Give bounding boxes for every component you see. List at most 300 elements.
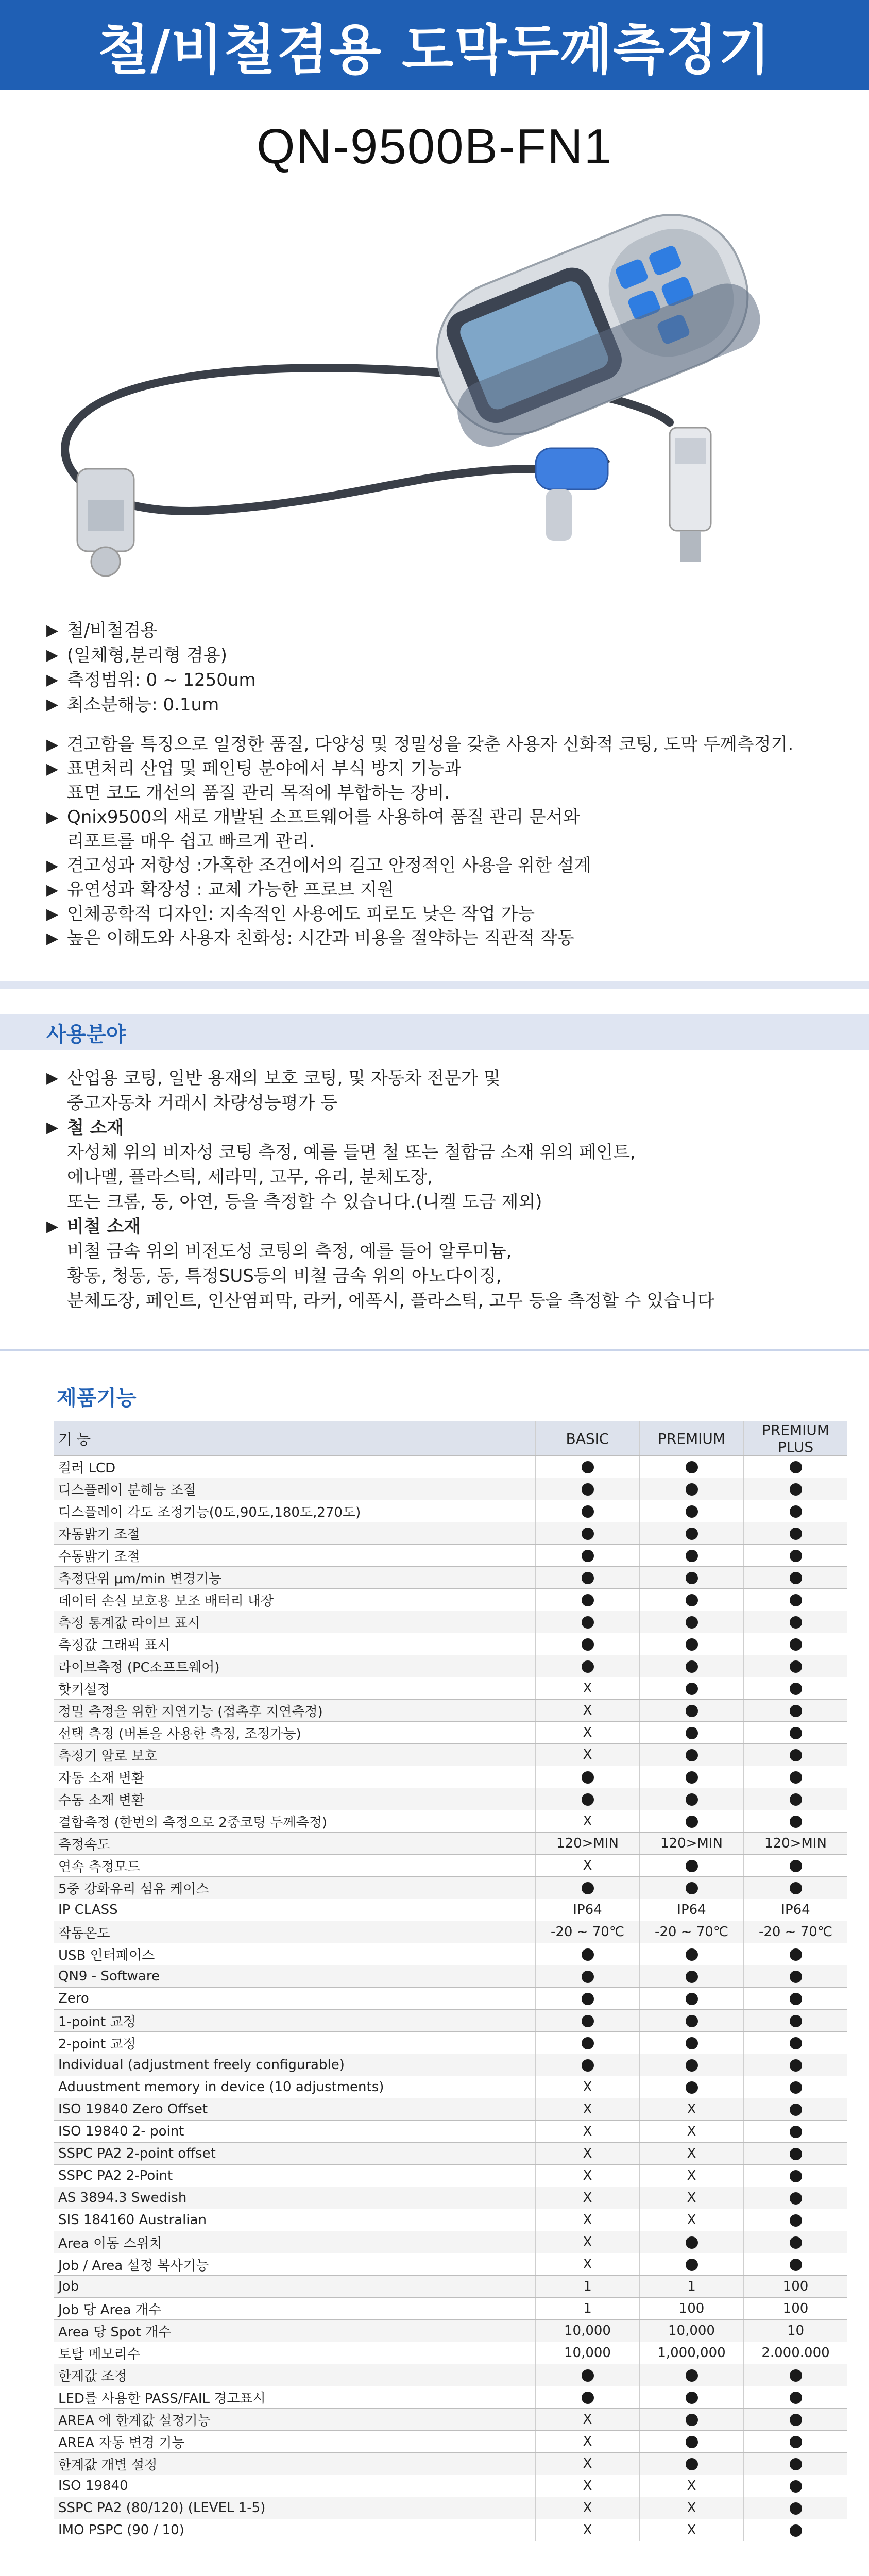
table-row	[54, 1921, 847, 1943]
supported-dot-icon	[790, 2236, 802, 2249]
table-row	[54, 2276, 847, 2298]
table-row	[54, 1766, 847, 1788]
table-cell	[744, 2253, 848, 2276]
table-cell	[744, 2497, 848, 2519]
supported-dot-icon	[790, 2414, 802, 2426]
feature-name: AS 3894.3 Swedish	[54, 2187, 536, 2209]
feature-name: Individual (adjustment freely configurable)	[54, 2054, 536, 2076]
table-cell: X	[536, 2143, 640, 2165]
table-cell: 120>MIN	[536, 1833, 640, 1855]
table-cell	[640, 1988, 744, 2010]
triangle-bullet-icon: ▶	[46, 808, 59, 826]
feature-name: 한계값 개별 설정	[54, 2453, 536, 2475]
table-cell: X	[536, 2187, 640, 2209]
supported-dot-icon	[790, 2392, 802, 2404]
feature-continuation: 표면 코도 개선의 품질 관리 목적에 부합하는 장비.	[67, 783, 450, 803]
supported-dot-icon	[790, 2148, 802, 2160]
table-row	[54, 2253, 847, 2276]
usage-title: 사용분야	[46, 1022, 126, 1046]
feature-item: ▶ 표면처리 산업 및 페인팅 분야에서 부식 방지 기능과	[46, 757, 823, 781]
supported-dot-icon	[686, 1683, 698, 1695]
table-cell	[744, 2054, 848, 2076]
supported-dot-icon	[582, 1948, 594, 1961]
table-cell: 1,000,000	[640, 2342, 744, 2364]
table-cell: -20 ~ 70℃	[744, 1921, 848, 1943]
feature-item: ▶ Qnix9500의 새로 개발된 소프트웨어를 사용하여 품질 관리 문서와	[46, 805, 823, 829]
table-cell	[744, 1611, 848, 1633]
table-row	[54, 1810, 847, 1833]
supported-dot-icon	[790, 2170, 802, 2182]
triangle-bullet-icon: ▶	[46, 1069, 59, 1087]
table-cell: X	[640, 2143, 744, 2165]
column-header: PREMIUM PLUS	[744, 1421, 848, 1456]
table-row	[54, 2054, 847, 2076]
table-row	[54, 2298, 847, 2320]
table-cell: IP64	[744, 1899, 848, 1921]
supported-dot-icon	[686, 1638, 698, 1651]
supported-dot-icon	[582, 1660, 594, 1673]
supported-dot-icon	[686, 1727, 698, 1739]
supported-dot-icon	[790, 1572, 802, 1584]
usage-item: ▶ 산업용 코팅, 일반 용재의 보호 코팅, 및 자동차 전문가 및	[46, 1066, 823, 1091]
supported-dot-icon	[790, 1483, 802, 1496]
supported-dot-icon	[790, 2259, 802, 2271]
table-cell: -20 ~ 70℃	[536, 1921, 640, 1943]
usage-line: 분체도장, 페인트, 인산염피막, 라커, 에폭시, 플라스틱, 고무 등을 측정할 수 있습니다	[67, 1291, 714, 1311]
supported-dot-icon	[686, 1860, 698, 1872]
table-cell	[640, 1500, 744, 1522]
triangle-bullet-icon: ▶	[46, 736, 59, 754]
table-cell	[640, 2431, 744, 2453]
table-cell	[744, 1943, 848, 1965]
feature-item: ▶ 인체공학적 디자인: 지속적인 사용에도 피로도 낮은 작업 가능	[46, 902, 823, 926]
supported-dot-icon	[790, 1505, 802, 1518]
feature-name: 디스플레이 각도 조정기능(0도,90도,180도,270도)	[54, 1500, 536, 1522]
table-cell: X	[536, 2253, 640, 2276]
table-cell	[744, 1522, 848, 1545]
table-cell: IP64	[536, 1899, 640, 1921]
feature-name: SSPC PA2 (80/120) (LEVEL 1-5)	[54, 2497, 536, 2519]
table-cell	[536, 1655, 640, 1677]
column-header: 기 능	[54, 1421, 536, 1456]
table-cell	[640, 1633, 744, 1655]
supported-dot-icon	[686, 1660, 698, 1673]
table-cell: IP64	[640, 1899, 744, 1921]
supported-dot-icon	[790, 2502, 802, 2515]
triangle-bullet-icon: ▶	[46, 1217, 59, 1235]
table-row	[54, 2320, 847, 2342]
table-cell: X	[640, 2497, 744, 2519]
feature-name: 측정단위 μm/min 변경기능	[54, 1567, 536, 1589]
table-cell	[640, 1877, 744, 1899]
function-table	[54, 1421, 847, 2541]
supported-dot-icon	[790, 1948, 802, 1961]
table-cell	[640, 2386, 744, 2409]
triangle-bullet-icon: ▶	[46, 646, 59, 664]
table-cell	[744, 1810, 848, 1833]
table-cell	[744, 1589, 848, 1611]
table-row	[54, 2497, 847, 2519]
feature-name: Job 당 Area 개수	[54, 2298, 536, 2320]
supported-dot-icon	[686, 1749, 698, 1761]
table-cell	[640, 2010, 744, 2032]
table-cell: X	[640, 2098, 744, 2121]
table-cell	[744, 2519, 848, 2541]
supported-dot-icon	[582, 1771, 594, 1784]
supported-dot-icon	[582, 1971, 594, 1983]
table-cell	[536, 1500, 640, 1522]
supported-dot-icon	[790, 2192, 802, 2205]
table-cell	[744, 1478, 848, 1500]
table-cell: 1	[536, 2298, 640, 2320]
table-cell: 10,000	[536, 2320, 640, 2342]
table-cell: X	[640, 2165, 744, 2187]
table-cell: X	[536, 2497, 640, 2519]
supported-dot-icon	[790, 1749, 802, 1761]
usage-line: 황동, 청동, 동, 특정SUS등의 비철 금속 위의 아노다이징,	[67, 1266, 502, 1286]
table-row	[54, 2032, 847, 2054]
feature-name: Area 이동 스위치	[54, 2231, 536, 2253]
supported-dot-icon	[686, 1993, 698, 2005]
table-cell	[640, 1677, 744, 1700]
triangle-bullet-icon: ▶	[46, 621, 59, 639]
feature-name: 측정 통계값 라이브 표시	[54, 1611, 536, 1633]
feature-name: 측정기 알로 보호	[54, 1744, 536, 1766]
supported-dot-icon	[582, 1572, 594, 1584]
triangle-bullet-icon: ▶	[46, 905, 59, 923]
supported-dot-icon	[790, 1727, 802, 1739]
table-cell: 120>MIN	[640, 1833, 744, 1855]
table-cell	[744, 1655, 848, 1677]
table-cell	[640, 1810, 744, 1833]
table-row	[54, 1744, 847, 1766]
table-row	[54, 1988, 847, 2010]
table-cell	[640, 2453, 744, 2475]
table-cell	[744, 1545, 848, 1567]
table-cell	[640, 1788, 744, 1810]
table-cell: X	[536, 1677, 640, 1700]
table-cell: X	[640, 2519, 744, 2541]
table-cell	[640, 2253, 744, 2276]
table-cell	[744, 1855, 848, 1877]
triangle-bullet-icon: ▶	[46, 1118, 59, 1137]
table-cell	[744, 1722, 848, 1744]
supported-dot-icon	[582, 1616, 594, 1629]
table-cell	[744, 2098, 848, 2121]
supported-dot-icon	[686, 2059, 698, 2072]
supported-dot-icon	[686, 1971, 698, 1983]
supported-dot-icon	[790, 1705, 802, 1717]
feature-name: 핫키설정	[54, 1677, 536, 1700]
table-cell	[744, 2453, 848, 2475]
feature-name: 수동밝기 조절	[54, 1545, 536, 1567]
feature-item: ▶ 견고성과 저항성 :가혹한 조건에서의 길고 안정적인 사용을 위한 설계	[46, 854, 823, 878]
table-cell	[744, 1766, 848, 1788]
feature-name: SIS 184160 Australian	[54, 2209, 536, 2231]
supported-dot-icon	[686, 1793, 698, 1806]
column-header: PREMIUM	[640, 1421, 744, 1456]
usage-item: ▶ 철 소재	[46, 1115, 823, 1140]
feature-item: ▶ 유연성과 확장성 : 교체 가능한 프로브 지원	[46, 878, 823, 902]
supported-dot-icon	[686, 1771, 698, 1784]
table-cell	[640, 1456, 744, 1478]
table-cell: X	[536, 1855, 640, 1877]
table-cell	[640, 1611, 744, 1633]
spec-item: ▶ 철/비철겸용	[46, 618, 823, 643]
table-cell: X	[640, 2187, 744, 2209]
supported-dot-icon	[686, 1550, 698, 1562]
table-cell	[744, 1633, 848, 1655]
supported-dot-icon	[686, 1461, 698, 1473]
supported-dot-icon	[790, 1683, 802, 1695]
feature-name: Area 당 Spot 개수	[54, 2320, 536, 2342]
table-cell	[536, 1522, 640, 1545]
table-cell	[744, 1567, 848, 1589]
supported-dot-icon	[790, 2480, 802, 2493]
table-cell	[640, 1965, 744, 1988]
table-cell: 1	[640, 2276, 744, 2298]
feature-name: 토탈 메모리수	[54, 2342, 536, 2364]
table-cell: X	[536, 2519, 640, 2541]
table-cell	[640, 1943, 744, 1965]
function-table-header	[54, 1421, 847, 1456]
table-row	[54, 2519, 847, 2541]
feature-name: SSPC PA2 2-Point	[54, 2165, 536, 2187]
supported-dot-icon	[686, 1505, 698, 1518]
table-cell: X	[536, 2453, 640, 2475]
table-cell	[536, 2010, 640, 2032]
table-cell	[744, 1456, 848, 1478]
column-header: BASIC	[536, 1421, 640, 1456]
feature-name: Aduustment memory in device (10 adjustments)	[54, 2076, 536, 2098]
supported-dot-icon	[790, 2369, 802, 2382]
supported-dot-icon	[790, 1461, 802, 1473]
supported-dot-icon	[582, 1882, 594, 1894]
triangle-bullet-icon: ▶	[46, 857, 59, 875]
supported-dot-icon	[790, 1882, 802, 1894]
table-cell	[640, 1545, 744, 1567]
table-row	[54, 2475, 847, 2497]
table-cell: X	[536, 2231, 640, 2253]
table-row	[54, 1567, 847, 1589]
table-cell: X	[536, 1722, 640, 1744]
table-cell: X	[536, 1744, 640, 1766]
table-row	[54, 2165, 847, 2187]
supported-dot-icon	[686, 2236, 698, 2249]
feature-item: ▶ 높은 이해도와 사용자 친화성: 시간과 비용을 절약하는 직관적 작동	[46, 926, 823, 951]
supported-dot-icon	[582, 2015, 594, 2027]
supported-dot-icon	[790, 2059, 802, 2072]
feature-name: 연속 측정모드	[54, 1855, 536, 1877]
feature-name: 1-point 교정	[54, 2010, 536, 2032]
table-cell	[536, 1456, 640, 1478]
supported-dot-icon	[582, 1483, 594, 1496]
feature-list	[0, 717, 869, 951]
table-cell: 1	[536, 2276, 640, 2298]
supported-dot-icon	[686, 1528, 698, 1540]
table-row	[54, 1500, 847, 1522]
spec-item: ▶ (일체형,분리형 겸용)	[46, 643, 823, 668]
table-cell: X	[536, 2209, 640, 2231]
supported-dot-icon	[790, 1816, 802, 1828]
table-row	[54, 2187, 847, 2209]
table-row	[54, 1788, 847, 1810]
supported-dot-icon	[790, 2037, 802, 2049]
usage-line: 에나멜, 플라스틱, 세라믹, 고무, 유리, 분체도장,	[67, 1167, 433, 1188]
feature-continuation: 리포트를 매우 쉽고 빠르게 관리.	[67, 831, 315, 852]
table-cell	[744, 1965, 848, 1988]
table-row	[54, 1677, 847, 1700]
table-cell	[640, 1522, 744, 1545]
supported-dot-icon	[686, 2436, 698, 2448]
section-divider	[0, 981, 869, 989]
table-cell	[536, 1611, 640, 1633]
supported-dot-icon	[790, 1860, 802, 1872]
table-row	[54, 2231, 847, 2253]
feature-name: AREA 자동 변경 기능	[54, 2431, 536, 2453]
table-cell	[640, 1722, 744, 1744]
table-cell	[640, 2054, 744, 2076]
table-cell	[640, 1744, 744, 1766]
supported-dot-icon	[790, 2524, 802, 2537]
table-row	[54, 1833, 847, 1855]
triangle-bullet-icon: ▶	[46, 696, 59, 714]
page-title: 철/비철겸용 도막두께측정기	[97, 18, 772, 81]
table-row	[54, 1655, 847, 1677]
feature-name: 자동 소재 변환	[54, 1766, 536, 1788]
supported-dot-icon	[686, 1483, 698, 1496]
table-cell	[536, 1965, 640, 1988]
triangle-bullet-icon: ▶	[46, 929, 59, 947]
supported-dot-icon	[686, 2369, 698, 2382]
table-cell	[744, 2143, 848, 2165]
feature-name: 데이터 손실 보호용 보조 배터리 내장	[54, 1589, 536, 1611]
table-cell	[744, 2431, 848, 2453]
feature-name: 라이브측정 (PC소프트웨어)	[54, 1655, 536, 1677]
table-cell	[536, 2364, 640, 2386]
feature-name: 정밀 측정을 위한 지연기능 (접촉후 지연측정)	[54, 1700, 536, 1722]
table-cell	[640, 1700, 744, 1722]
feature-name: 한계값 조정	[54, 2364, 536, 2386]
supported-dot-icon	[790, 1993, 802, 2005]
supported-dot-icon	[686, 1572, 698, 1584]
supported-dot-icon	[686, 1882, 698, 1894]
table-cell	[536, 1988, 640, 2010]
supported-dot-icon	[582, 2369, 594, 2382]
usage-item: ▶ 비철 소재	[46, 1214, 823, 1239]
feature-name: 자동밝기 조절	[54, 1522, 536, 1545]
table-cell	[640, 1766, 744, 1788]
supported-dot-icon	[686, 2392, 698, 2404]
table-cell	[640, 1567, 744, 1589]
gauge-illustration-icon	[0, 180, 869, 613]
table-row	[54, 1456, 847, 1478]
feature-name: QN9 - Software	[54, 1965, 536, 1988]
table-cell: 10,000	[536, 2342, 640, 2364]
table-row	[54, 2098, 847, 2121]
table-row	[54, 2386, 847, 2409]
table-cell: X	[536, 1700, 640, 1722]
spec-list	[0, 613, 869, 717]
supported-dot-icon	[790, 1550, 802, 1562]
table-cell: X	[536, 2431, 640, 2453]
feature-name: IP CLASS	[54, 1899, 536, 1921]
table-cell: X	[536, 2098, 640, 2121]
table-cell	[536, 1545, 640, 1567]
feature-item: ▶ 견고함을 특징으로 일정한 품질, 다양성 및 정밀성을 갖춘 사용자 신화적 코팅, 도막 두께측정기.	[46, 733, 823, 757]
supported-dot-icon	[686, 2037, 698, 2049]
feature-name: Zero	[54, 1988, 536, 2010]
table-cell	[744, 2010, 848, 2032]
table-row	[54, 2409, 847, 2431]
table-cell	[744, 1677, 848, 1700]
feature-name: AREA 에 한계값 설정기능	[54, 2409, 536, 2431]
triangle-bullet-icon: ▶	[46, 881, 59, 899]
feature-name: 측정속도	[54, 1833, 536, 1855]
feature-name: 결합측정 (한번의 측정으로 2중코팅 두께측정)	[54, 1810, 536, 1833]
supported-dot-icon	[790, 2081, 802, 2094]
supported-dot-icon	[686, 1705, 698, 1717]
table-row	[54, 1943, 847, 1965]
table-row	[54, 1722, 847, 1744]
table-cell	[536, 2054, 640, 2076]
supported-dot-icon	[790, 1971, 802, 1983]
table-cell: -20 ~ 70℃	[640, 1921, 744, 1943]
feature-name: 2-point 교정	[54, 2032, 536, 2054]
table-cell	[744, 1988, 848, 2010]
table-cell: X	[640, 2209, 744, 2231]
table-cell	[536, 2032, 640, 2054]
table-row	[54, 1700, 847, 1722]
table-cell	[744, 1788, 848, 1810]
table-cell: X	[536, 2076, 640, 2098]
supported-dot-icon	[686, 1816, 698, 1828]
feature-name: ISO 19840 2- point	[54, 2121, 536, 2143]
table-cell	[744, 2187, 848, 2209]
usage-line: 비철 금속 위의 비전도성 코팅의 측정, 예를 들어 알루미늄,	[67, 1241, 512, 1262]
table-cell	[744, 2165, 848, 2187]
usage-line: 또는 크롬, 동, 아연, 등을 측정할 수 있습니다.(니켈 도금 제외)	[67, 1192, 542, 1212]
feature-name: 측정값 그래픽 표시	[54, 1633, 536, 1655]
table-cell	[536, 1943, 640, 1965]
table-cell	[536, 1788, 640, 1810]
table-row	[54, 1589, 847, 1611]
table-cell	[744, 2209, 848, 2231]
table-cell	[744, 1700, 848, 1722]
table-cell: X	[536, 1810, 640, 1833]
table-row	[54, 2010, 847, 2032]
table-cell	[640, 2231, 744, 2253]
table-cell	[640, 2032, 744, 2054]
feature-name: 수동 소재 변환	[54, 1788, 536, 1810]
supported-dot-icon	[686, 2414, 698, 2426]
table-cell	[744, 2386, 848, 2409]
feature-name: 작동온도	[54, 1921, 536, 1943]
supported-dot-icon	[582, 1505, 594, 1518]
feature-name: LED를 사용한 PASS/FAIL 경고표시	[54, 2386, 536, 2409]
spec-item: ▶ 측정범위: 0 ~ 1250um	[46, 668, 823, 692]
table-cell	[744, 2121, 848, 2143]
spec-item: ▶ 최소분해능: 0.1um	[46, 692, 823, 717]
feature-name: USB 인터페이스	[54, 1943, 536, 1965]
table-cell	[744, 1744, 848, 1766]
supported-dot-icon	[790, 2104, 802, 2116]
supported-dot-icon	[582, 1993, 594, 2005]
table-cell	[640, 1589, 744, 1611]
table-row	[54, 1877, 847, 1899]
table-row	[54, 2342, 847, 2364]
table-cell: X	[536, 2409, 640, 2431]
